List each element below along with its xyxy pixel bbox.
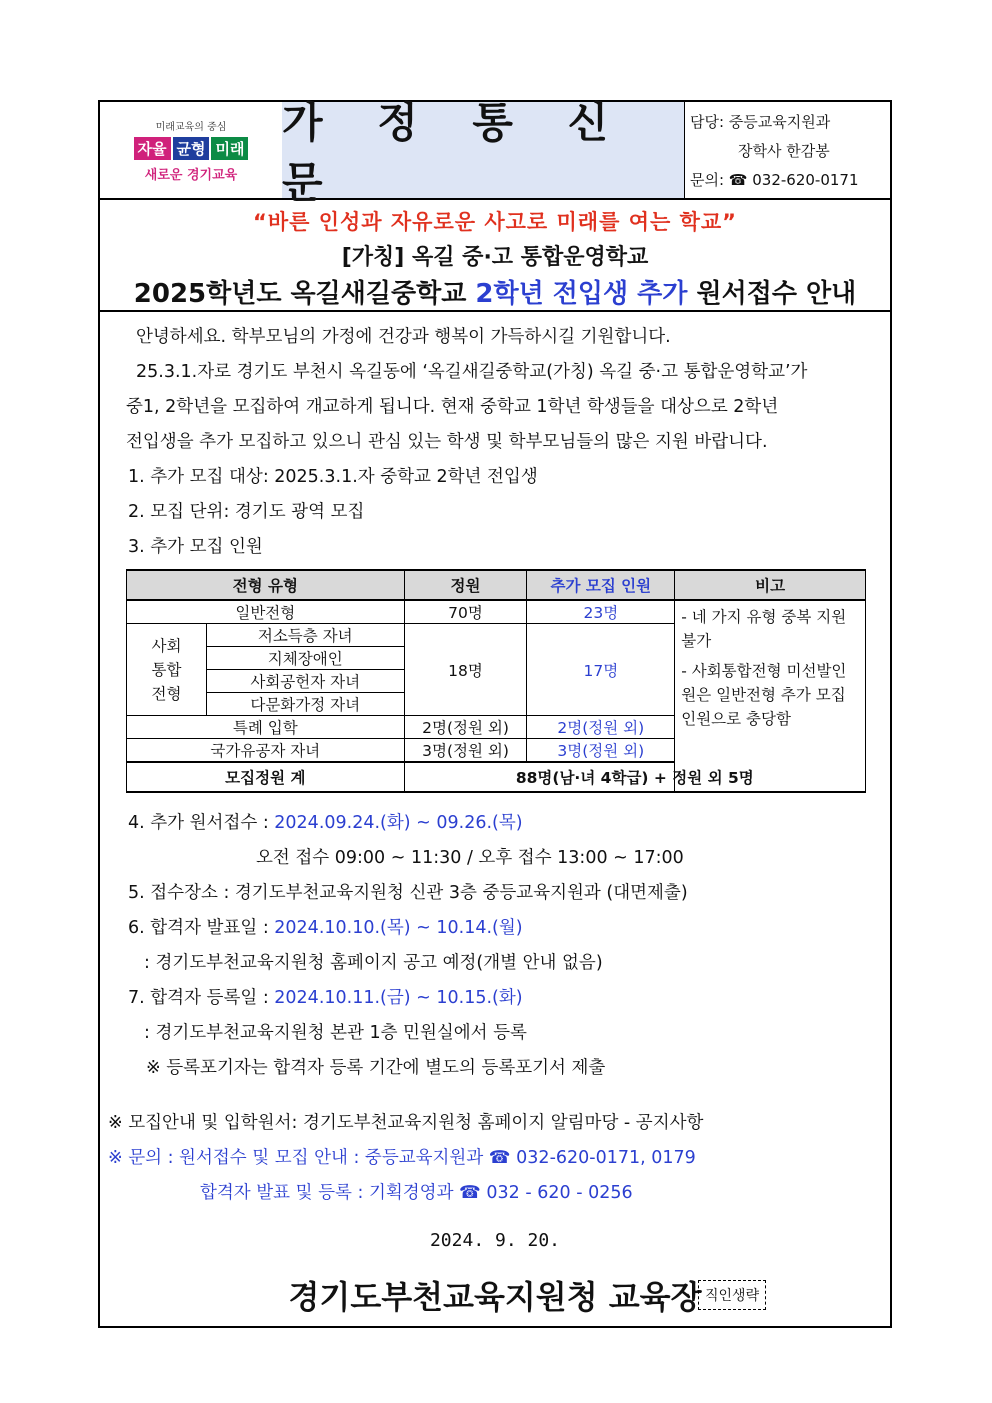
contact-phone: 문의: ☎ 032-620-0171: [690, 171, 859, 189]
cell-quota: 3명(정원 외): [404, 739, 527, 763]
col-header-note: 비고: [675, 570, 866, 600]
col-header-additional: 추가 모집 인원: [527, 570, 675, 600]
logo-word-3: 미래: [211, 137, 248, 160]
footer-info: ※ 모집안내 및 입학원서: 경기도부천교육지원청 홈페이지 알림마당 - 공지사항: [108, 1113, 704, 1133]
contact-info: [690, 108, 859, 195]
cell-quota: 18명: [404, 624, 527, 716]
item-4-label: 4. 추가 원서접수 :: [128, 813, 275, 833]
item-7-detail: : 경기도부천교육지원청 본관 1층 민원실에서 등록: [144, 1023, 527, 1043]
cell-subtype: 저소득층 자녀: [206, 624, 404, 647]
notice-frame: [98, 100, 892, 1328]
title-box: [282, 98, 685, 207]
cell-type: 특례 입학: [127, 716, 405, 739]
intro-line-2: 25.3.1.자로 경기도 부천시 옥길동에 ‘옥길새길중학교(가칭) 옥길 중·고 통합운영학교’가: [136, 362, 808, 382]
cell-subtype: 지체장애인: [206, 647, 404, 670]
footer-inquiry: ※ 문의 : 원서접수 및 모집 안내 : 중등교육지원과 ☎ 032-620-0171, 0179: [108, 1148, 696, 1168]
cell-quota: 2명(정원 외): [404, 716, 527, 739]
footer-inquiry-2: 합격자 발표 및 등록 : 기획경영과 ☎ 032 - 620 - 0256: [200, 1183, 633, 1203]
total-label: 모집정원 계: [127, 762, 405, 792]
heading: [100, 200, 890, 312]
cell-additional: 23명: [527, 600, 675, 624]
note-1: - 네 가지 유형 중복 지원 불가: [681, 608, 847, 650]
col-header-type: 전형 유형: [127, 570, 405, 600]
item-7-dates: 2024.10.11.(금) ~ 10.15.(화): [274, 988, 523, 1008]
logo-tagline: 미래교육의 중심: [155, 122, 227, 133]
contact-dept: 담당: 중등교육지원과: [690, 113, 831, 131]
item-6-detail: : 경기도부천교육지원청 홈페이지 공고 예정(개별 안내 없음): [144, 953, 603, 973]
cell-type: 국가유공자 자녀: [127, 739, 405, 763]
item-6: [128, 911, 523, 946]
header: [100, 98, 890, 207]
note-2: - 사회통합전형 미선발인원은 일반전형 추가 모집 인원으로 충당함: [681, 662, 847, 728]
logo-word-2: 균형: [173, 137, 210, 160]
title-highlight: 2학년 전입생 추가: [475, 279, 688, 309]
item-4: [128, 806, 523, 841]
item-7: [128, 981, 523, 1016]
item-6-dates: 2024.10.10.(목) ~ 10.14.(월): [274, 918, 523, 938]
item-1: 1. 추가 모집 대상: 2025.3.1.자 중학교 2학년 전입생: [128, 467, 538, 487]
item-4-dates: 2024.09.24.(화) ~ 09.26.(목): [274, 813, 523, 833]
item-3: 3. 추가 모집 인원: [128, 537, 263, 557]
item-6-label: 6. 합격자 발표일 :: [128, 918, 275, 938]
school-name: [가칭] 옥길 중·고 통합운영학교: [341, 245, 649, 270]
cell-additional: 2명(정원 외): [527, 716, 675, 739]
signature: 경기도부천교육지원청 교육장: [288, 1278, 702, 1316]
item-5: 5. 접수장소 : 경기도부천교육지원청 신관 3층 중등교육지원과 (대면제출): [128, 883, 688, 903]
cell-social-group: 사회 통합 전형: [127, 624, 207, 716]
title-part-1: 2025학년도 옥길새길중학교: [133, 279, 476, 309]
intro-line-1: 안녕하세요. 학부모님의 가정에 건강과 행복이 가득하시길 기원합니다.: [136, 327, 671, 347]
title-part-3: 원서접수 안내: [687, 279, 857, 309]
table-header-row: [127, 570, 866, 600]
cell-additional: 3명(정원 외): [527, 739, 675, 763]
total-value: 88명(남·녀 4학급) + 정원 외 5명: [404, 762, 865, 792]
cell-type: 일반전형: [127, 600, 405, 624]
page-title: 가 정 통 신 문: [282, 98, 629, 207]
slogan: “바른 인성과 자유로운 사고로 미래를 여는 학교”: [253, 210, 737, 234]
contact-person: 장학사 한감봉: [738, 142, 830, 160]
logo: [100, 102, 283, 198]
item-4-hours: 오전 접수 09:00 ~ 11:30 / 오후 접수 13:00 ~ 17:00: [256, 848, 684, 868]
table-row: [127, 600, 866, 624]
cell-subtype: 다문화가정 자녀: [206, 693, 404, 716]
table-total-row: [127, 762, 866, 792]
cell-additional: 17명: [527, 624, 675, 716]
cell-subtype: 사회공헌자 자녀: [206, 670, 404, 693]
intro-line-3: 중1, 2학년을 모집하여 개교하게 됩니다. 현재 중학교 1학년 학생들을 대상으로 2학년: [126, 397, 779, 417]
col-header-quota: 정원: [404, 570, 527, 600]
notice-title: [100, 273, 890, 310]
item-7-note: ※ 등록포기자는 합격자 등록 기간에 별도의 등록포기서 제출: [146, 1058, 606, 1078]
logo-word-1: 자율: [134, 137, 171, 160]
item-2: 2. 모집 단위: 경기도 광역 모집: [128, 502, 365, 522]
cell-quota: 70명: [404, 600, 527, 624]
item-7-label: 7. 합격자 등록일 :: [128, 988, 275, 1008]
issue-date: 2024. 9. 20.: [429, 1230, 561, 1251]
stamp-omitted: 직인생략: [698, 1280, 766, 1310]
logo-subtitle: 새로운 경기교육: [144, 168, 238, 183]
intro-line-4: 전입생을 추가 모집하고 있으니 관심 있는 학생 및 학부모님들의 많은 지원 바랍니다.: [126, 432, 768, 452]
recruit-table: [126, 569, 866, 793]
